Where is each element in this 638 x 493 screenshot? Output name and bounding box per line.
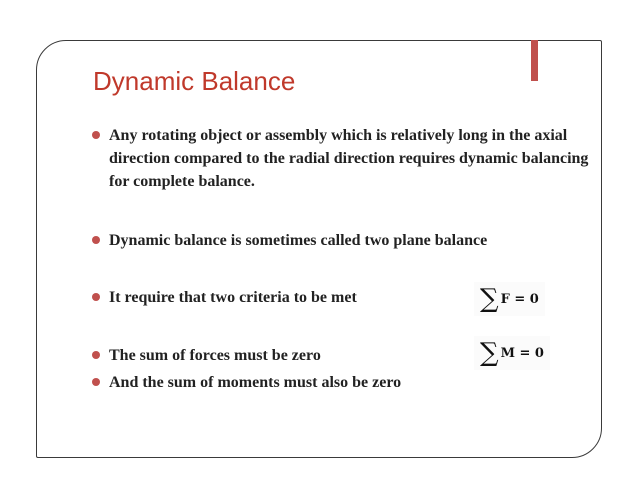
- bullet-text: Dynamic balance is sometimes called two plane balance: [109, 232, 488, 249]
- bullet-icon: [92, 131, 100, 139]
- summation-symbol: ∑: [480, 338, 499, 368]
- bullet-item: [92, 124, 592, 193]
- bullet-text: It require that two criteria to be met: [109, 289, 357, 306]
- formula-expression: F = 0: [500, 291, 539, 307]
- bullet-icon: [92, 378, 100, 386]
- bullet-text: The sum of forces must be zero: [109, 347, 321, 364]
- bullet-icon: [92, 351, 100, 359]
- sum-forces-formula: [474, 282, 545, 316]
- accent-bar: [531, 40, 538, 81]
- bullet-item: [92, 371, 592, 394]
- bullet-item: [92, 229, 592, 252]
- formula-expression: M = 0: [500, 345, 544, 361]
- bullet-icon: [92, 236, 100, 244]
- bullet-icon: [92, 293, 100, 301]
- slide-title: Dynamic Balance: [93, 66, 296, 96]
- bullet-text: And the sum of moments must also be zero: [109, 374, 402, 391]
- summation-symbol: ∑: [480, 284, 499, 314]
- bullet-text: Any rotating object or assembly which is relatively long in the axial direction compared to the radial direction requires dynamic balancing for complete balance.: [109, 127, 589, 190]
- sum-moments-formula: [474, 336, 550, 370]
